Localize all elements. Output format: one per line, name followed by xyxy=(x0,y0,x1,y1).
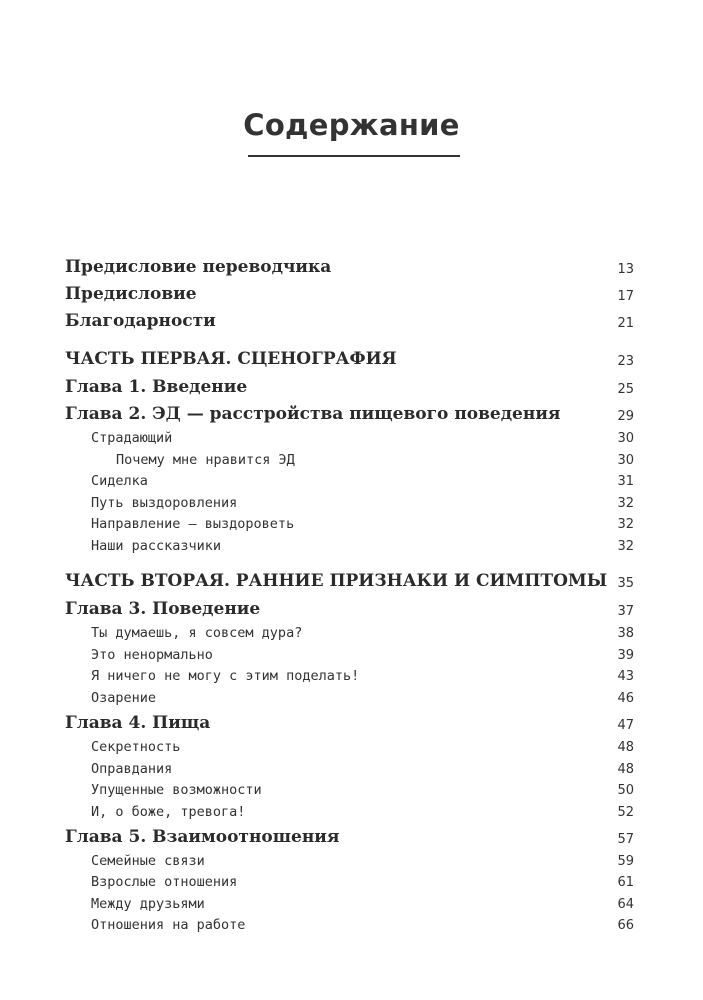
toc-entry-label: Благодарности xyxy=(65,311,216,331)
toc-entry-label: Глава 2. ЭД — расстройства пищевого поведения xyxy=(65,404,561,424)
toc-entry-page: 35 xyxy=(617,576,634,591)
toc-entry-page: 50 xyxy=(617,783,634,798)
toc-entry-page: 29 xyxy=(617,409,634,424)
toc-entry-label: Ты думаешь, я совсем дура? xyxy=(91,625,303,641)
toc-entry-label: Глава 3. Поведение xyxy=(65,599,261,619)
toc-entry-label: Почему мне нравится ЭД xyxy=(116,452,295,468)
toc-entry-page: 52 xyxy=(617,805,634,820)
toc-entry-label: Секретность xyxy=(91,739,181,755)
toc-entry-label: Семейные связи xyxy=(91,853,205,869)
toc-entry-label: И, о боже, тревога! xyxy=(91,804,246,820)
toc-entry-label: Оправдания xyxy=(91,761,173,777)
toc-entry-label: Это ненормально xyxy=(91,647,213,663)
toc-entry-page: 66 xyxy=(617,918,634,933)
toc-entry-page: 48 xyxy=(617,762,634,777)
toc-entry-label: ЧАСТЬ ПЕРВАЯ. СЦЕНОГРАФИЯ xyxy=(65,349,397,369)
toc-entry-page: 31 xyxy=(617,474,634,489)
toc-entry-label: Предисловие xyxy=(65,284,197,304)
toc-entry-page: 38 xyxy=(617,626,634,641)
toc-entry-page: 32 xyxy=(617,517,634,532)
toc-entry-page: 61 xyxy=(617,875,634,890)
toc-entry-page: 39 xyxy=(617,648,634,663)
toc-entry-label: Отношения на работе xyxy=(91,917,246,933)
toc-entry-page: 64 xyxy=(617,897,634,912)
toc-entry-page: 59 xyxy=(617,854,634,869)
toc-entry-page: 46 xyxy=(617,691,634,706)
toc-entry-label: Наши рассказчики xyxy=(91,538,222,554)
toc-entry-page: 13 xyxy=(617,262,634,277)
toc-entry-page: 32 xyxy=(617,496,634,511)
toc-entry-label: ЧАСТЬ ВТОРАЯ. РАННИЕ ПРИЗНАКИ И СИМПТОМЫ xyxy=(65,571,608,591)
toc-entry-page: 32 xyxy=(617,539,634,554)
toc-entry-page: 47 xyxy=(617,718,634,733)
toc-entry-label: Глава 4. Пища xyxy=(65,713,211,733)
toc-entry-page: 30 xyxy=(617,431,634,446)
toc-entry-label: Между друзьями xyxy=(91,896,205,912)
toc-entry-page: 37 xyxy=(617,604,634,619)
toc-entry-label: Глава 5. Взаимоотношения xyxy=(65,827,340,847)
toc-entry-page: 43 xyxy=(617,669,634,684)
toc-entry-page: 21 xyxy=(617,316,634,331)
toc-entry-label: Направление — выздороветь xyxy=(91,516,295,532)
toc-entry-page: 23 xyxy=(617,354,634,369)
toc-entry-page: 25 xyxy=(617,382,634,397)
page-title: Содержание xyxy=(243,108,460,142)
toc-entry-label: Сиделка xyxy=(91,473,148,489)
toc-entry-label: Глава 1. Введение xyxy=(65,377,248,397)
toc-entry-page: 30 xyxy=(617,453,634,468)
toc-entry-label: Страдающий xyxy=(91,430,173,446)
toc-entry-label: Предисловие переводчика xyxy=(65,257,332,277)
toc-entry-page: 17 xyxy=(617,289,634,304)
toc-entry-page: 48 xyxy=(617,740,634,755)
toc-entry-page: 57 xyxy=(617,832,634,847)
toc-entry-label: Упущенные возможности xyxy=(91,782,262,798)
toc-entry-label: Озарение xyxy=(91,690,157,706)
toc-entry-label: Я ничего не могу с этим поделать! xyxy=(91,668,360,684)
toc-entry-label: Путь выздоровления xyxy=(91,495,238,511)
toc-entry-label: Взрослые отношения xyxy=(91,874,238,890)
